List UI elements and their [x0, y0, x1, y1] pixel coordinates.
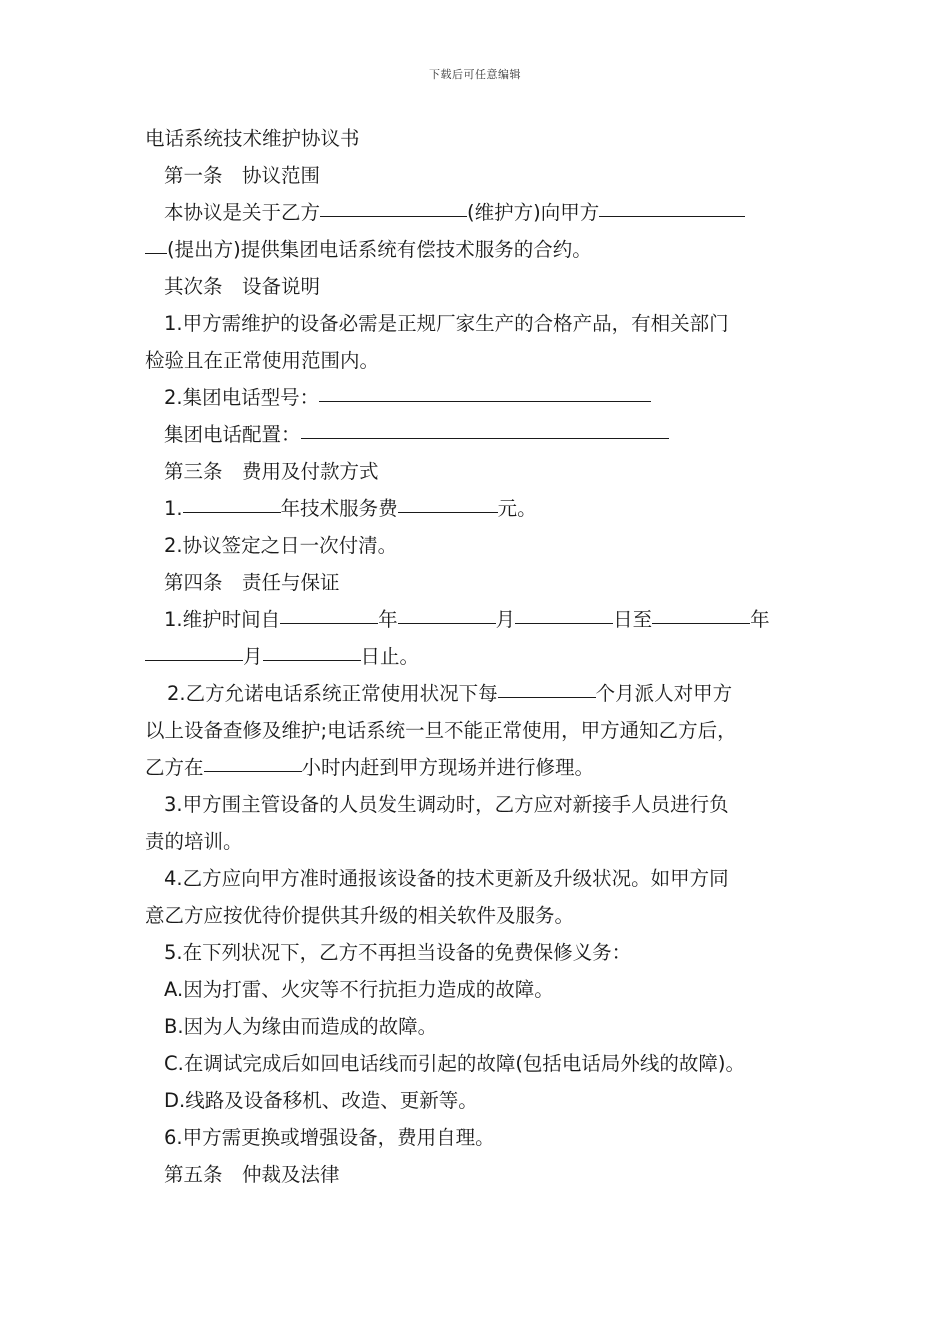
- blank-party-b[interactable]: [320, 197, 467, 217]
- maintenance-period-line: [145, 601, 813, 638]
- document-body: [145, 120, 813, 1193]
- phone-config-line: [145, 416, 813, 453]
- text-segment: 小时内赶到甲方现场并进行修理。: [301, 756, 595, 779]
- page-header: 下载后可任意编辑: [429, 68, 521, 81]
- blank-start-month[interactable]: [398, 604, 496, 624]
- text-segment: 2.乙方允诺电话系统正常使用状况下每: [167, 682, 498, 705]
- article-1-text: [145, 194, 813, 231]
- blank-end-year[interactable]: [652, 604, 750, 624]
- paragraph: 6.甲方需更换或增强设备，费用自理。: [164, 1126, 495, 1149]
- list-item: C.在调试完成后如回电话线而引起的故障(包括电话局外线的故障)。: [164, 1052, 746, 1075]
- paragraph: 3.甲方围主管设备的人员发生调动时，乙方应对新接手人员进行负: [164, 793, 729, 816]
- text-segment: 年: [378, 608, 398, 631]
- text-segment: 日至: [613, 608, 653, 631]
- paragraph: 检验且在正常使用范围内。: [145, 349, 380, 372]
- text-segment: 集团电话配置：: [164, 423, 301, 446]
- fee-line: [145, 490, 813, 527]
- text-segment: 1.维护时间自: [164, 608, 281, 631]
- text-segment: 年技术服务费: [280, 497, 398, 520]
- article-4-heading: 第四条 责任与保证: [164, 571, 340, 594]
- text-segment: 2.集团电话型号：: [164, 386, 320, 409]
- paragraph: 5.在下列状况下，乙方不再担当设备的免费保修义务：: [164, 941, 632, 964]
- article-1-text-cont: [145, 231, 813, 268]
- blank-party-a[interactable]: [599, 197, 745, 217]
- paragraph: 意乙方应按优待价提供其升级的相关软件及服务。: [145, 904, 575, 927]
- text-segment: 元。: [497, 497, 537, 520]
- document-title: 电话系统技术维护协议书: [145, 127, 360, 150]
- article-3-heading: 第三条 费用及付款方式: [164, 460, 379, 483]
- blank-party-a-cont[interactable]: [145, 234, 167, 254]
- phone-model-line: [145, 379, 813, 416]
- list-item: A.因为打雷、火灾等不行抗拒力造成的故障。: [164, 978, 554, 1001]
- blank-months[interactable]: [498, 678, 596, 698]
- paragraph: 责的培训。: [145, 830, 243, 853]
- article-5-heading: 第五条 仲裁及法律: [164, 1163, 340, 1186]
- blank-end-day[interactable]: [263, 641, 361, 661]
- inspection-line: [145, 675, 813, 712]
- text-segment: 年: [750, 608, 770, 631]
- paragraph: 2.协议签定之日一次付清。: [164, 534, 398, 557]
- response-line: [145, 749, 813, 786]
- blank-phone-model[interactable]: [319, 382, 651, 402]
- text-segment: (提出方)提供集团电话系统有偿技术服务的合约。: [167, 238, 592, 261]
- text-segment: 月: [495, 608, 516, 631]
- text-segment: 个月派人对甲方: [595, 682, 733, 705]
- text-segment: 月: [243, 645, 263, 668]
- text-segment: 本协议是关于乙方: [164, 201, 321, 224]
- blank-end-month[interactable]: [145, 641, 243, 661]
- blank-start-year[interactable]: [280, 604, 378, 624]
- text-segment: 乙方在: [145, 756, 204, 779]
- blank-hours[interactable]: [204, 752, 302, 772]
- article-2-heading: 其次条 设备说明: [164, 275, 321, 298]
- list-item: B.因为人为缘由而造成的故障。: [164, 1015, 438, 1038]
- paragraph: 4.乙方应向甲方准时通报该设备的技术更新及升级状况。如甲方同: [164, 867, 729, 890]
- text-segment: 日止。: [360, 645, 420, 668]
- blank-phone-config[interactable]: [301, 419, 669, 439]
- text-segment: 1.: [164, 497, 183, 520]
- text-segment: (维护方)向甲方: [467, 201, 600, 224]
- blank-fee[interactable]: [398, 493, 498, 513]
- paragraph: 以上设备查修及维护;电话系统一旦不能正常使用，甲方通知乙方后，: [145, 719, 737, 742]
- blank-start-day[interactable]: [515, 604, 613, 624]
- article-1-heading: 第一条 协议范围: [164, 164, 321, 187]
- maintenance-period-line-cont: [145, 638, 813, 675]
- blank-years[interactable]: [183, 493, 281, 513]
- paragraph: 1.甲方需维护的设备必需是正规厂家生产的合格产品，有相关部门: [164, 312, 729, 335]
- list-item: D.线路及设备移机、改造、更新等。: [164, 1089, 478, 1112]
